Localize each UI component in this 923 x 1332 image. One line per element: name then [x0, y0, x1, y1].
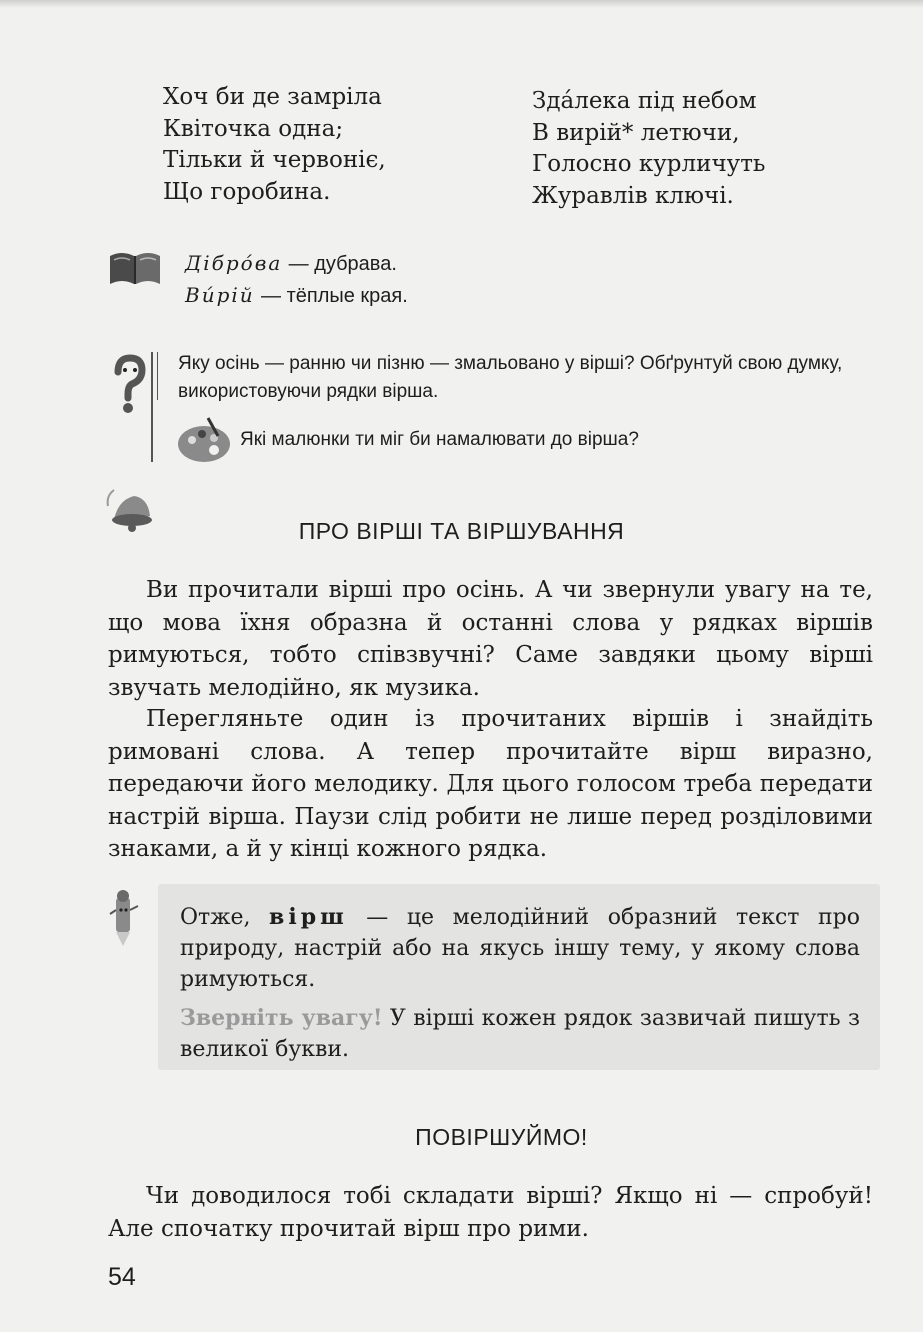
rule-prefix: Отже, [180, 905, 251, 930]
poem-line: Хоч би де замріла [163, 84, 382, 110]
attention-body: У вірші кожен рядок зазвичай пишуть з великої букви. [180, 1006, 860, 1062]
poem-line: Що горобина. [163, 178, 331, 205]
rule-term: вірш [269, 904, 348, 930]
page-number: 54 [108, 1263, 136, 1291]
page-top-edge [0, 0, 923, 8]
paragraph: Перегляньте один із прочитаних віршів і знайдіть римовані слова. А тепер прочитайте вірш виразно, передаючи його мелодику. Для цього голосом треба передати настрій вірша. Паузи слід робити не лише перед розділовими знаками, а й у кінці кожного рядка. [108, 706, 873, 862]
question-divider [151, 352, 153, 462]
palette-icon [174, 414, 236, 466]
poem-line: Зда́лека під небом [532, 88, 757, 114]
glossary-definition: — тёплые края. [261, 285, 408, 307]
poem-line: В вирій* летючи, [532, 119, 740, 146]
glossary-entry [185, 280, 408, 312]
question-mark-icon [108, 354, 148, 416]
glossary-term: Дібро́ва [185, 251, 283, 275]
question-text: Яку осінь — ранню чи пізню — змальовано у вірші? Обґрунтуй свою думку, використовуючи рядки вірша. [178, 353, 843, 402]
rule-body: — це мелодійний образний текст про природу, настрій або на якусь іншу тему, у якому слова римуються. [180, 905, 860, 992]
attention-label: Зверніть увагу! [180, 1005, 383, 1031]
paragraph: Чи доводилося тобі складати вірші? Якщо ні — спробуй! Але спочатку прочитай вірш про рими. [108, 1183, 873, 1242]
glossary-entry [185, 248, 408, 280]
question-divider [157, 352, 158, 400]
glossary [185, 248, 408, 312]
poem-line: Голосно курличуть [532, 151, 766, 177]
rule-definition [180, 902, 860, 995]
poem-line: Журавлів ключі. [532, 182, 734, 209]
section-heading: ПОВІРШУЙМО! [415, 1124, 588, 1150]
question-text: Які малюнки ти міг би намалювати до вірша? [240, 429, 639, 450]
poem-left-column [163, 82, 386, 208]
paragraph: Ви прочитали вірші про осінь. А чи звернули увагу на те, що мова їхня образна й останні слова у рядках віршів римуються, тобто співзвучні? Саме завдяки цьому вірші звучать мелодійно, як музика. [108, 577, 873, 701]
poem-line: Квіточка одна; [163, 115, 344, 142]
pencil-character-icon [104, 888, 146, 950]
rule-attention [180, 1003, 860, 1065]
glossary-term: Ви́рій [185, 283, 255, 307]
rule-text [180, 902, 860, 1073]
section-heading: ПРО ВІРШІ ТА ВІРШУВАННЯ [298, 518, 625, 544]
open-book-icon [106, 248, 164, 288]
poem-line: Тільки й червоніє, [163, 147, 386, 173]
poem-right-column [532, 86, 765, 212]
glossary-definition: — дубрава. [288, 253, 397, 275]
